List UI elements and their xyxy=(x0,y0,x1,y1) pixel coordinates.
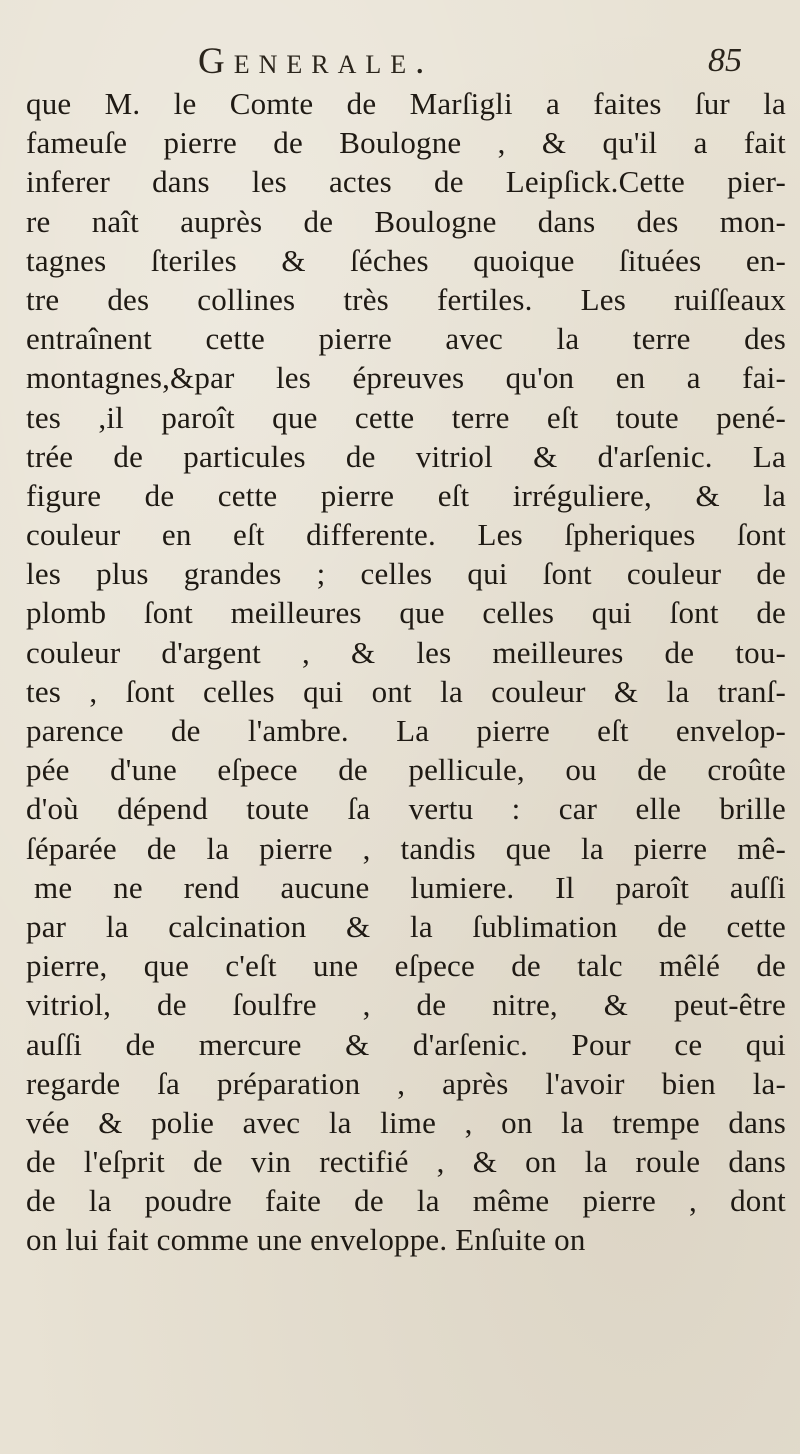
text-line: tre des collines très fertiles. Les ruiſſeaux xyxy=(26,281,786,317)
text-line: couleur en eſt differente. Les ſpheriques ſont xyxy=(26,517,786,553)
text-line: auſſi de mercure & d'arſenic. Pour ce qui xyxy=(26,1026,786,1062)
text-line: pierre, que c'eſt une eſpece de talc mêlé de xyxy=(26,948,786,984)
text-line: trée de particules de vitriol & d'arſenic. La xyxy=(26,438,786,474)
page-number: 85 xyxy=(708,42,742,79)
text-line: plomb ſont meilleures que celles qui ſont de xyxy=(26,595,786,631)
text-line: de la poudre faite de la même pierre , dont xyxy=(26,1183,786,1219)
text-line: vée & polie avec la lime , on la trempe dans xyxy=(26,1104,786,1140)
text-line: vitriol, de ſoulfre , de nitre, & peut-être xyxy=(26,987,786,1023)
body-text xyxy=(26,84,786,1260)
text-line: re naît auprès de Boulogne dans des mon- xyxy=(26,203,786,239)
text-line: tagnes ſteriles & ſéches quoique ſituées en- xyxy=(26,242,786,278)
text-line: tes ,il paroît que cette terre eſt toute pené- xyxy=(26,399,786,435)
text-line: d'où dépend toute ſa vertu : car elle brille xyxy=(26,791,786,827)
text-line: me ne rend aucune lumiere. Il paroît auſſi xyxy=(34,869,786,905)
text-line: de l'eſprit de vin rectifié , & on la roule dans xyxy=(26,1144,786,1180)
text-line: que M. le Comte de Marſigli a faites ſur la xyxy=(26,86,786,121)
text-line: par la calcination & la ſublimation de cette xyxy=(26,908,786,944)
text-line: tes , ſont celles qui ont la couleur & la tranſ- xyxy=(26,673,786,709)
text-line: regarde ſa préparation , après l'avoir bien la- xyxy=(26,1065,786,1101)
text-line: ſéparée de la pierre , tandis que la pierre mê- xyxy=(26,830,786,866)
text-line: figure de cette pierre eſt irréguliere, & la xyxy=(26,477,786,513)
running-head xyxy=(0,40,800,86)
text-line: parence de l'ambre. La pierre eſt envelop- xyxy=(26,713,786,748)
text-line: les plus grandes ; celles qui ſont couleur de xyxy=(26,556,786,592)
text-line: entraînent cette pierre avec la terre des xyxy=(26,321,786,357)
running-head-title: Generale. xyxy=(198,41,434,82)
text-line: pée d'une eſpece de pellicule, ou de croûte xyxy=(26,752,786,788)
text-line: montagnes,&par les épreuves qu'on en a fai- xyxy=(26,360,786,396)
text-line: couleur d'argent , & les meilleures de tou- xyxy=(26,634,786,670)
text-line: on lui fait comme une enveloppe. Enſuite on xyxy=(26,1222,586,1258)
text-line: inferer dans les actes de Leipſick.Cette pier- xyxy=(26,164,786,200)
text-line: fameuſe pierre de Boulogne , & qu'il a fait xyxy=(26,125,786,161)
